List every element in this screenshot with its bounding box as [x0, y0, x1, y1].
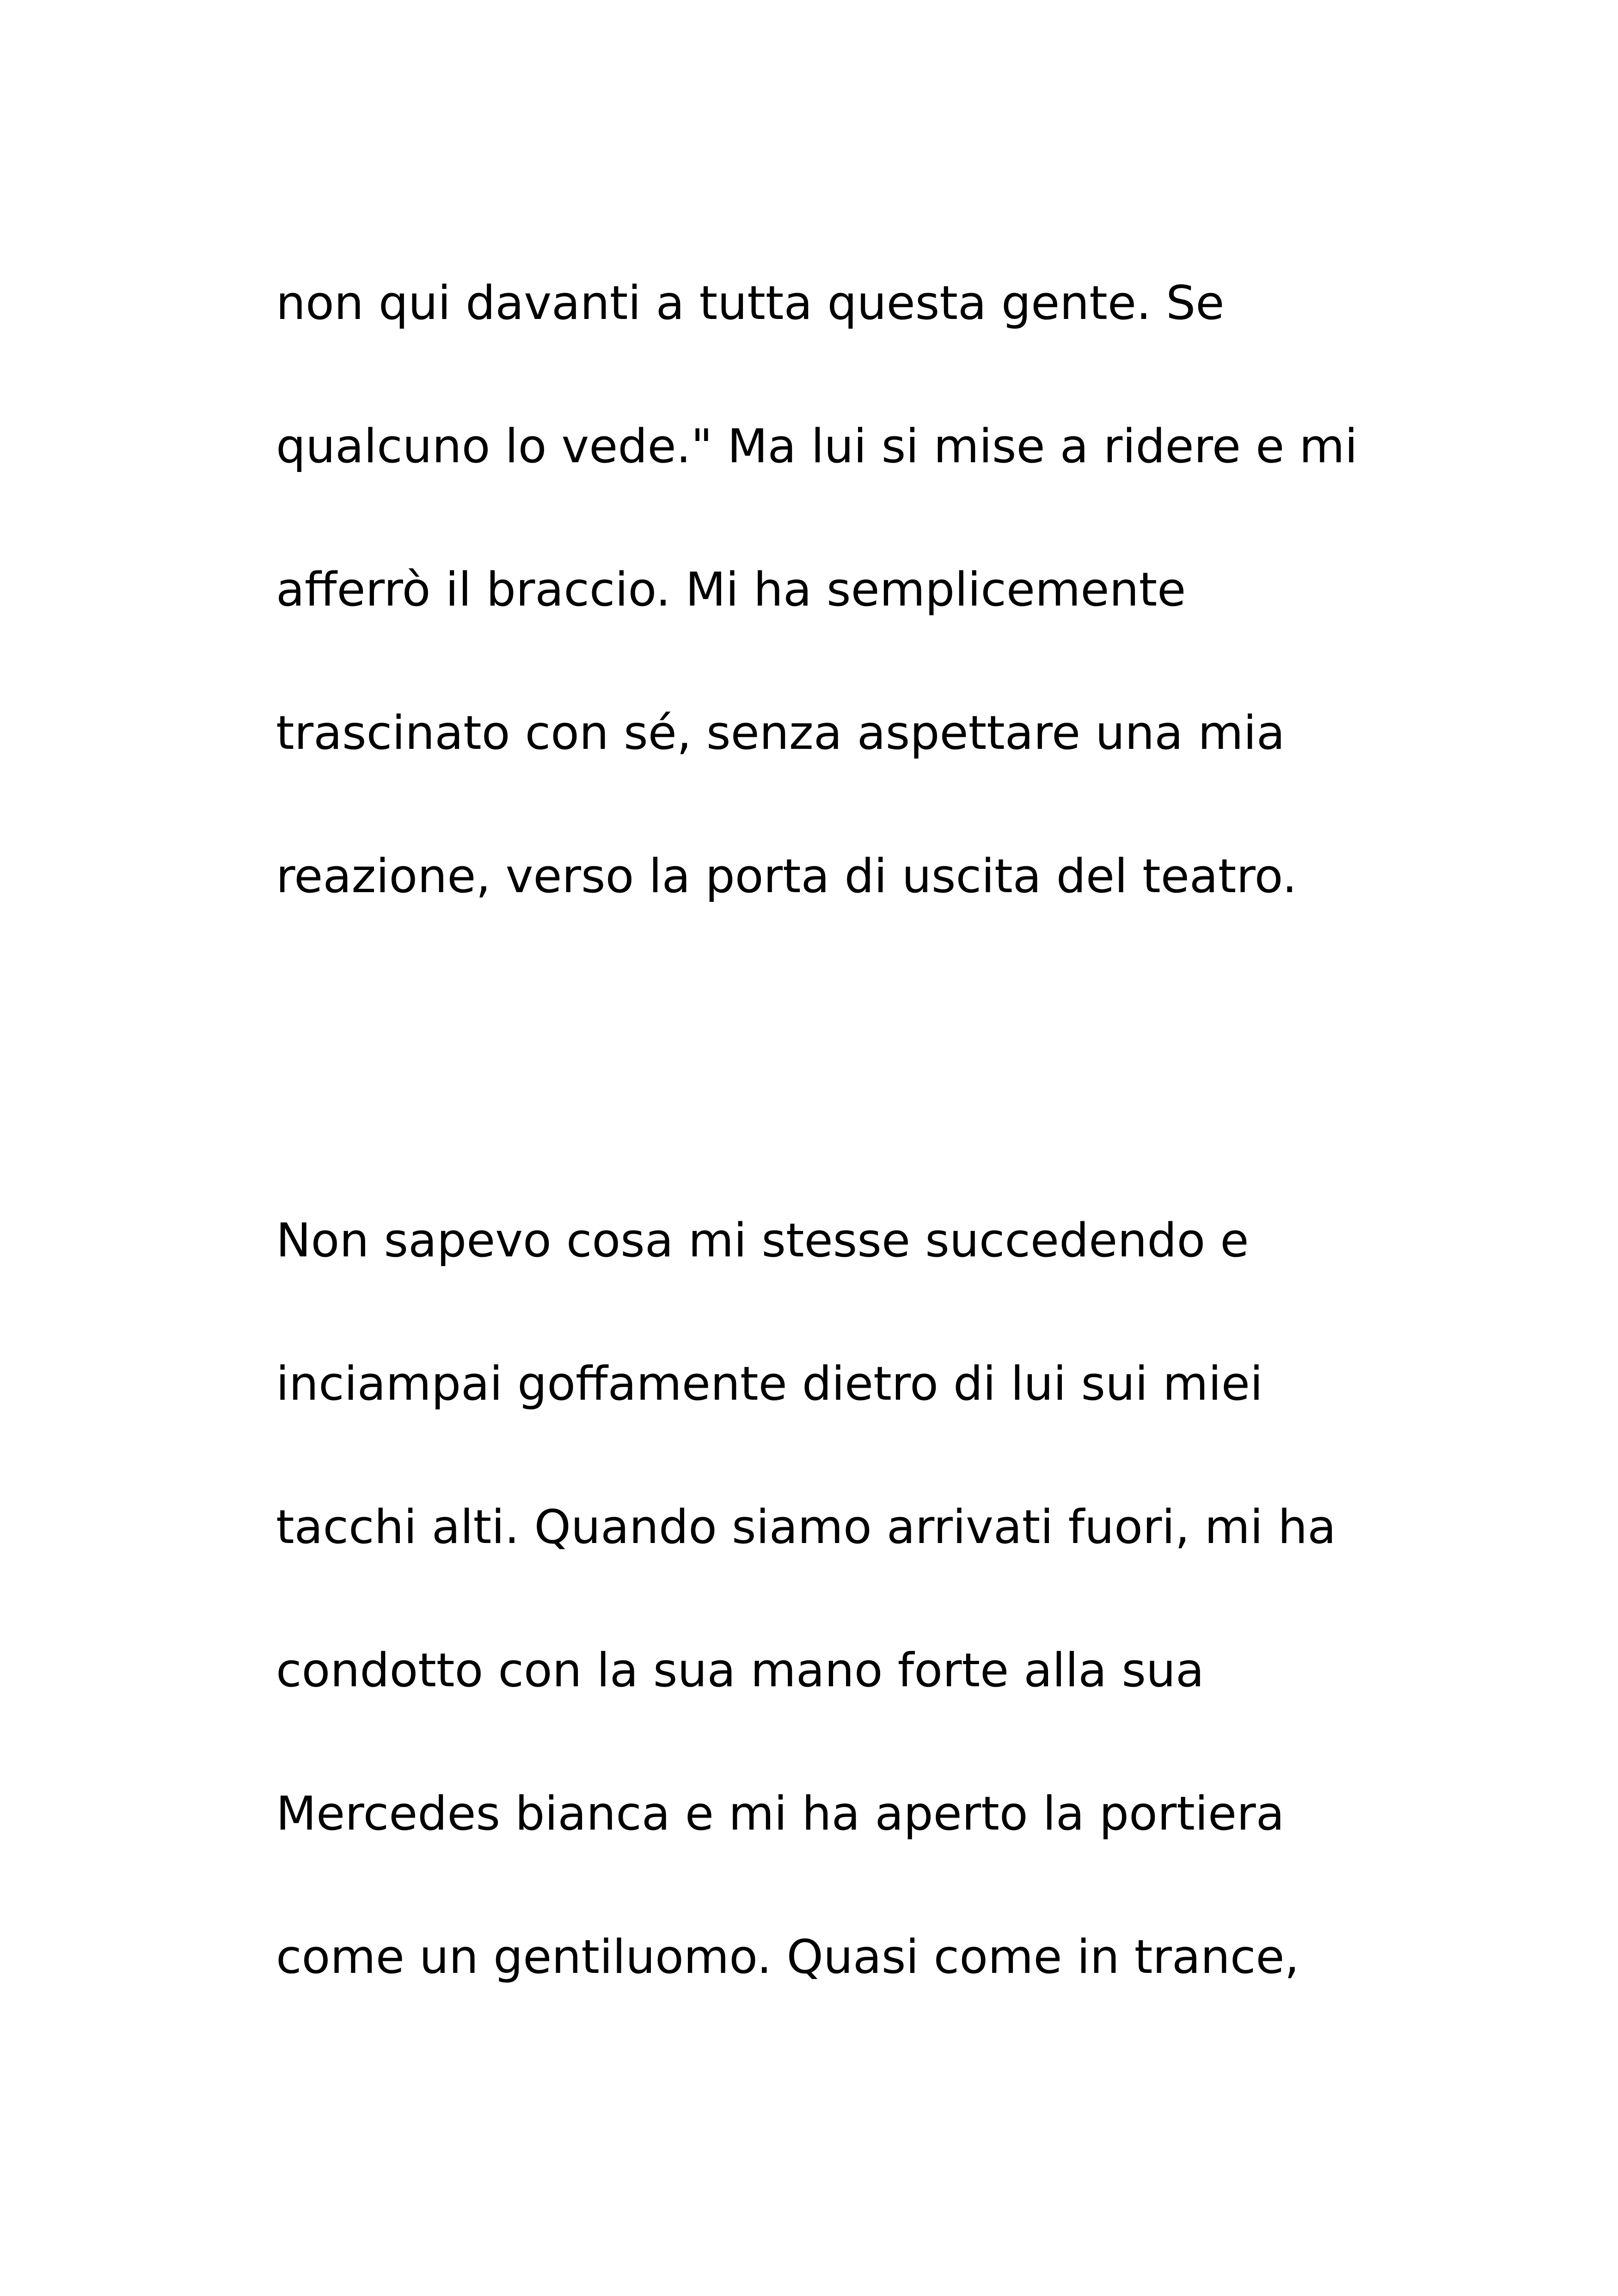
text-line: inciampai goffamente dietro di lui sui miei — [276, 1356, 1263, 1411]
text-line: come un gentiluomo. Quasi come in trance, — [276, 1929, 1299, 1984]
paragraph — [276, 1194, 1478, 2054]
text-line: trascinato con sé, senza aspettare una mia — [276, 705, 1285, 760]
paragraph — [276, 257, 1478, 973]
text-line: Non sapevo cosa mi stesse succedendo e — [276, 1213, 1249, 1267]
text-line: condotto con la sua mano forte alla sua — [276, 1643, 1204, 1697]
text-line: non qui davanti a tutta questa gente. Se — [276, 276, 1225, 330]
text-line: afferrò il braccio. Mi ha semplicemente — [276, 562, 1186, 617]
text-line: tacchi alti. Quando siamo arrivati fuori, mi ha — [276, 1500, 1336, 1554]
text-line: reazione, verso la porta di uscita del teatro. — [276, 849, 1297, 903]
text-line: Mercedes bianca e mi ha aperto la portiera — [276, 1786, 1285, 1841]
text-line: qualcuno lo vede." Ma lui si mise a ridere e mi — [276, 419, 1358, 473]
